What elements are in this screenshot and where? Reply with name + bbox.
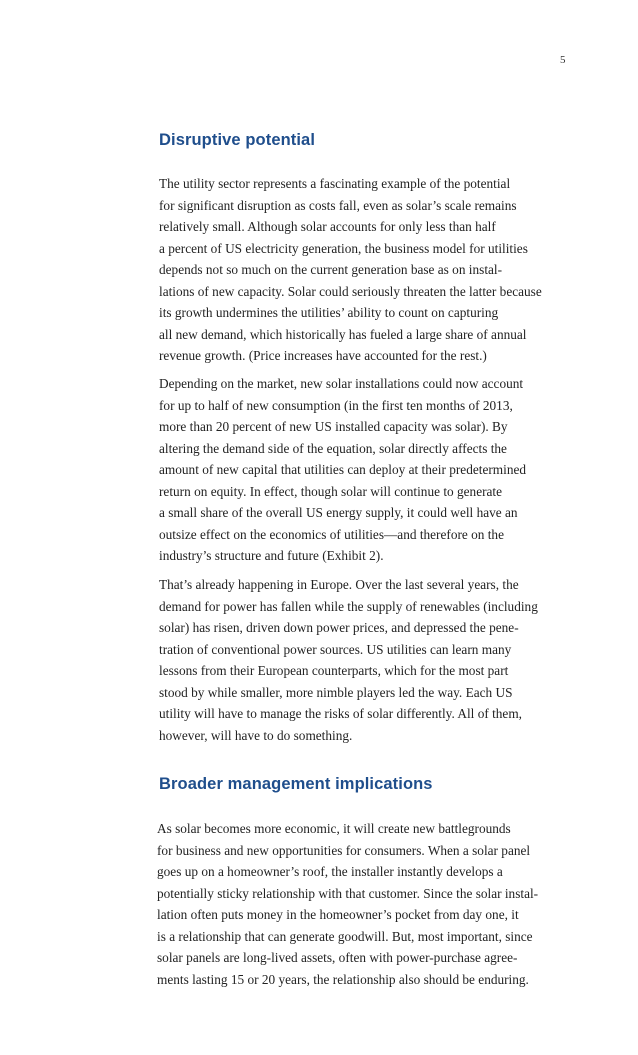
text-line: lation often puts money in the homeowner’s pocket from day one, it: [157, 907, 519, 922]
paragraph: [159, 373, 589, 567]
text-line: goes up on a homeowner’s roof, the installer instantly develops a: [157, 864, 503, 879]
text-line: ments lasting 15 or 20 years, the relationship also should be enduring.: [157, 971, 529, 987]
page-number: 5: [560, 54, 566, 66]
text-line: for business and new opportunities for consumers. When a solar panel: [157, 842, 531, 858]
text-line: The utility sector represents a fascinating example of the potential: [159, 176, 511, 191]
paragraph: [157, 818, 587, 990]
text-line: relatively small. Although solar accounts for only less than half: [159, 219, 496, 234]
text-line: amount of new capital that utilities can deploy at their predetermined: [159, 462, 527, 477]
text-line: outsize effect on the economics of utilities—and therefore on the: [159, 526, 504, 542]
text-line: potentially sticky relationship with that customer. Since the solar instal-: [157, 885, 539, 901]
text-line: a percent of US electricity generation, the business model for utilities: [159, 240, 528, 256]
text-line: for significant disruption as costs fall, even as solar’s scale remains: [159, 197, 517, 213]
text-line: Depending on the market, new solar installations could now account: [159, 376, 524, 391]
paragraph: [159, 574, 589, 746]
text-line: industry’s structure and future (Exhibit 2).: [159, 548, 384, 563]
text-line: is a relationship that can generate goodwill. But, most important, since: [157, 928, 533, 944]
text-line: however, will have to do something.: [159, 727, 353, 743]
text-line: lations of new capacity. Solar could seriously threaten the latter because: [159, 283, 542, 299]
text-line: revenue growth. (Price increases have accounted for the rest.): [159, 348, 487, 363]
text-line: a small share of the overall US energy supply, it could well have an: [159, 505, 518, 520]
text-line: for up to half of new consumption (in the first ten months of 2013,: [159, 397, 513, 413]
text-line: its growth undermines the utilities’ ability to count on capturing: [159, 305, 499, 320]
text-line: demand for power has fallen while the supply of renewables (including: [159, 598, 538, 614]
text-line: more than 20 percent of new US installed capacity was solar). By: [159, 419, 508, 434]
text-line: As solar becomes more economic, it will create new battlegrounds: [157, 821, 511, 836]
text-line: all new demand, which historically has fueled a large share of annual: [159, 326, 527, 342]
section-heading-disruptive-potential: Disruptive potential: [159, 131, 316, 149]
text-line: tration of conventional power sources. US utilities can learn many: [159, 641, 512, 657]
text-line: return on equity. In effect, though solar will continue to generate: [159, 483, 503, 499]
text-line: utility will have to manage the risks of solar differently. All of them,: [159, 706, 523, 721]
text-line: altering the demand side of the equation, solar directly affects the: [159, 440, 507, 456]
text-line: That’s already happening in Europe. Over the last several years, the: [159, 577, 519, 592]
text-line: solar panels are long-lived assets, often with power-purchase agree-: [157, 950, 518, 965]
text-line: lessons from their European counterparts, which for the most part: [159, 663, 509, 678]
section-heading-broader-management-implications: Broader management implications: [159, 775, 433, 793]
text-line: solar) has risen, driven down power prices, and depressed the pene-: [159, 620, 519, 635]
text-line: stood by while smaller, more nimble players led the way. Each US: [159, 684, 513, 700]
paragraph: [159, 173, 589, 367]
text-line: depends not so much on the current generation base as on instal-: [159, 262, 503, 277]
